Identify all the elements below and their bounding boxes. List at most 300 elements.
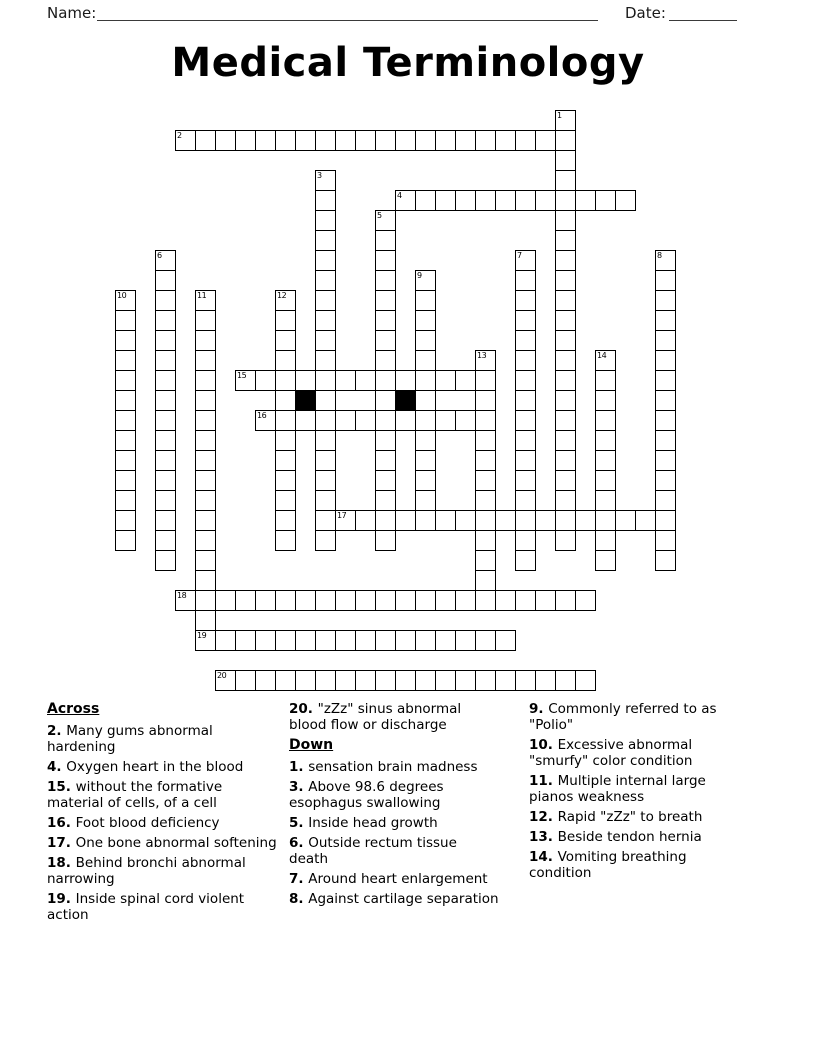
grid-cell[interactable] [555, 290, 576, 311]
grid-cell[interactable] [555, 670, 576, 691]
grid-cell[interactable] [495, 590, 516, 611]
grid-cell[interactable] [155, 250, 176, 271]
grid-cell[interactable] [595, 370, 616, 391]
grid-cell[interactable] [315, 510, 336, 531]
grid-cell[interactable] [535, 670, 556, 691]
grid-cell[interactable] [115, 310, 136, 331]
grid-cell[interactable] [315, 390, 336, 411]
grid-cell[interactable] [275, 130, 296, 151]
grid-cell[interactable] [195, 290, 216, 311]
grid-cell[interactable] [155, 310, 176, 331]
grid-cell[interactable] [515, 190, 536, 211]
grid-cell[interactable] [215, 630, 236, 651]
grid-cell[interactable] [555, 510, 576, 531]
grid-cell[interactable] [355, 590, 376, 611]
grid-cell[interactable] [515, 530, 536, 551]
grid-cell[interactable] [195, 410, 216, 431]
grid-cell[interactable] [475, 530, 496, 551]
grid-cell[interactable] [155, 470, 176, 491]
grid-cell[interactable] [375, 250, 396, 271]
grid-cell[interactable] [555, 330, 576, 351]
grid-cell[interactable] [655, 250, 676, 271]
grid-cell[interactable] [455, 670, 476, 691]
grid-cell[interactable] [195, 310, 216, 331]
grid-cell[interactable] [195, 450, 216, 471]
grid-cell[interactable] [475, 190, 496, 211]
grid-cell[interactable] [395, 630, 416, 651]
grid-cell[interactable] [155, 410, 176, 431]
grid-cell[interactable] [435, 630, 456, 651]
grid-cell[interactable] [595, 450, 616, 471]
grid-cell[interactable] [595, 470, 616, 491]
grid-cell[interactable] [355, 370, 376, 391]
grid-cell[interactable] [415, 390, 436, 411]
grid-cell[interactable] [395, 510, 416, 531]
grid-cell[interactable] [555, 530, 576, 551]
grid-cell[interactable] [315, 590, 336, 611]
grid-cell[interactable] [555, 410, 576, 431]
grid-cell[interactable] [475, 570, 496, 591]
grid-cell[interactable] [435, 510, 456, 531]
grid-cell[interactable] [335, 670, 356, 691]
grid-cell[interactable] [315, 170, 336, 191]
grid-cell[interactable] [195, 350, 216, 371]
grid-cell[interactable] [375, 670, 396, 691]
grid-cell[interactable] [355, 630, 376, 651]
grid-cell[interactable] [115, 430, 136, 451]
grid-cell[interactable] [375, 290, 396, 311]
grid-cell[interactable] [475, 490, 496, 511]
grid-cell[interactable] [595, 510, 616, 531]
grid-cell[interactable] [195, 430, 216, 451]
grid-cell[interactable] [515, 590, 536, 611]
grid-cell[interactable] [155, 510, 176, 531]
grid-cell[interactable] [415, 190, 436, 211]
grid-cell[interactable] [435, 590, 456, 611]
grid-cell[interactable] [415, 130, 436, 151]
grid-cell[interactable] [195, 610, 216, 631]
grid-cell[interactable] [475, 370, 496, 391]
grid-cell[interactable] [315, 470, 336, 491]
grid-cell[interactable] [375, 510, 396, 531]
grid-cell[interactable] [615, 510, 636, 531]
grid-cell[interactable] [195, 590, 216, 611]
grid-cell[interactable] [275, 490, 296, 511]
grid-cell[interactable] [195, 130, 216, 151]
grid-cell[interactable] [415, 430, 436, 451]
grid-cell[interactable] [235, 670, 256, 691]
grid-cell[interactable] [375, 430, 396, 451]
grid-cell[interactable] [315, 290, 336, 311]
grid-cell[interactable] [375, 210, 396, 231]
grid-cell[interactable] [215, 130, 236, 151]
grid-cell[interactable] [415, 670, 436, 691]
grid-cell[interactable] [495, 630, 516, 651]
grid-cell[interactable] [315, 530, 336, 551]
grid-cell[interactable] [415, 290, 436, 311]
grid-cell[interactable] [355, 130, 376, 151]
grid-cell[interactable] [195, 630, 216, 651]
grid-cell[interactable] [375, 350, 396, 371]
grid-cell[interactable] [235, 590, 256, 611]
grid-cell[interactable] [295, 410, 316, 431]
grid-cell[interactable] [535, 130, 556, 151]
grid-cell[interactable] [415, 590, 436, 611]
grid-cell[interactable] [655, 330, 676, 351]
grid-cell[interactable] [555, 270, 576, 291]
grid-cell[interactable] [655, 270, 676, 291]
grid-cell[interactable] [495, 670, 516, 691]
grid-cell[interactable] [235, 130, 256, 151]
grid-cell[interactable] [455, 370, 476, 391]
grid-cell[interactable] [515, 410, 536, 431]
grid-cell[interactable] [515, 390, 536, 411]
grid-cell[interactable] [595, 350, 616, 371]
grid-cell[interactable] [475, 450, 496, 471]
grid-cell[interactable] [115, 530, 136, 551]
grid-cell[interactable] [315, 370, 336, 391]
grid-cell[interactable] [195, 330, 216, 351]
grid-cell[interactable] [155, 390, 176, 411]
grid-cell[interactable] [595, 430, 616, 451]
grid-cell[interactable] [315, 310, 336, 331]
grid-cell[interactable] [375, 490, 396, 511]
grid-cell[interactable] [655, 390, 676, 411]
grid-cell[interactable] [215, 590, 236, 611]
grid-cell[interactable] [375, 230, 396, 251]
name-line[interactable] [97, 4, 598, 21]
grid-cell[interactable] [395, 410, 416, 431]
grid-cell[interactable] [315, 670, 336, 691]
grid-cell[interactable] [575, 590, 596, 611]
grid-cell[interactable] [395, 590, 416, 611]
grid-cell[interactable] [375, 630, 396, 651]
grid-cell[interactable] [255, 630, 276, 651]
grid-cell[interactable] [155, 290, 176, 311]
grid-cell[interactable] [415, 370, 436, 391]
grid-cell[interactable] [655, 310, 676, 331]
grid-cell[interactable] [315, 330, 336, 351]
grid-cell[interactable] [155, 350, 176, 371]
grid-cell[interactable] [615, 190, 636, 211]
grid-cell[interactable] [375, 450, 396, 471]
grid-cell[interactable] [635, 510, 656, 531]
grid-cell[interactable] [355, 410, 376, 431]
crossword-grid [115, 110, 677, 692]
grid-cell[interactable] [115, 370, 136, 391]
grid-cell[interactable] [515, 450, 536, 471]
grid-cell[interactable] [375, 590, 396, 611]
grid-cell[interactable] [315, 630, 336, 651]
grid-cell[interactable] [155, 270, 176, 291]
grid-cell[interactable] [455, 130, 476, 151]
grid-cell[interactable] [515, 490, 536, 511]
grid-cell[interactable] [115, 290, 136, 311]
grid-cell[interactable] [655, 290, 676, 311]
grid-cell[interactable] [375, 470, 396, 491]
grid-cell[interactable] [195, 470, 216, 491]
cell-number: 8 [657, 251, 662, 260]
grid-cell[interactable] [275, 350, 296, 371]
grid-cell[interactable] [115, 350, 136, 371]
grid-cell[interactable] [355, 510, 376, 531]
grid-cell[interactable] [655, 470, 676, 491]
grid-cell[interactable] [395, 130, 416, 151]
grid-cell[interactable] [555, 190, 576, 211]
grid-cell[interactable] [315, 410, 336, 431]
grid-cell[interactable] [155, 550, 176, 571]
grid-cell[interactable] [275, 370, 296, 391]
grid-cell[interactable] [515, 550, 536, 571]
grid-cell[interactable] [415, 630, 436, 651]
grid-cell[interactable] [315, 350, 336, 371]
grid-cell[interactable] [515, 330, 536, 351]
grid-cell[interactable] [295, 370, 316, 391]
grid-cell[interactable] [375, 130, 396, 151]
grid-cell[interactable] [315, 490, 336, 511]
grid-cell[interactable] [155, 330, 176, 351]
grid-cell[interactable] [655, 510, 676, 531]
grid-cell[interactable] [555, 230, 576, 251]
grid-cell[interactable] [195, 530, 216, 551]
grid-cell[interactable] [515, 250, 536, 271]
grid-cell[interactable] [475, 350, 496, 371]
grid-cell[interactable] [515, 470, 536, 491]
grid-cell[interactable] [295, 670, 316, 691]
grid-cell[interactable] [515, 670, 536, 691]
grid-cell[interactable] [275, 310, 296, 331]
grid-cell[interactable] [555, 450, 576, 471]
grid-cell[interactable] [655, 490, 676, 511]
grid-cell[interactable] [555, 130, 576, 151]
grid-cell[interactable] [515, 350, 536, 371]
grid-cell[interactable] [655, 450, 676, 471]
grid-cell[interactable] [295, 130, 316, 151]
grid-cell[interactable] [295, 630, 316, 651]
grid-cell[interactable] [115, 490, 136, 511]
grid-cell[interactable] [595, 530, 616, 551]
grid-cell[interactable] [275, 450, 296, 471]
grid-cell[interactable] [235, 370, 256, 391]
grid-cell[interactable] [455, 630, 476, 651]
grid-cell[interactable] [175, 130, 196, 151]
grid-cell[interactable] [595, 410, 616, 431]
grid-cell[interactable] [315, 250, 336, 271]
grid-cell[interactable] [435, 370, 456, 391]
grid-cell[interactable] [555, 110, 576, 131]
grid-cell[interactable] [435, 130, 456, 151]
grid-cell[interactable] [655, 350, 676, 371]
grid-cell[interactable] [315, 270, 336, 291]
grid-cell[interactable] [275, 590, 296, 611]
grid-cell[interactable] [495, 130, 516, 151]
grid-cell[interactable] [595, 390, 616, 411]
grid-cell[interactable] [195, 510, 216, 531]
grid-cell[interactable] [475, 470, 496, 491]
grid-cell[interactable] [335, 630, 356, 651]
grid-cell[interactable] [115, 390, 136, 411]
clue-item: 13. Beside tendon hernia [529, 829, 702, 845]
grid-cell[interactable] [155, 490, 176, 511]
grid-cell[interactable] [315, 130, 336, 151]
grid-cell[interactable] [655, 410, 676, 431]
grid-cell[interactable] [335, 370, 356, 391]
grid-cell[interactable] [555, 590, 576, 611]
grid-cell[interactable] [115, 450, 136, 471]
grid-cell[interactable] [315, 190, 336, 211]
grid-cell[interactable] [235, 630, 256, 651]
grid-cell[interactable] [415, 450, 436, 471]
grid-cell[interactable] [155, 450, 176, 471]
grid-cell[interactable] [655, 550, 676, 571]
grid-cell[interactable] [555, 470, 576, 491]
grid-cell[interactable] [195, 370, 216, 391]
grid-cell[interactable] [435, 670, 456, 691]
grid-cell[interactable] [475, 590, 496, 611]
grid-cell[interactable] [475, 510, 496, 531]
grid-cell[interactable] [455, 590, 476, 611]
grid-cell[interactable] [555, 370, 576, 391]
grid-cell[interactable] [555, 170, 576, 191]
grid-cell[interactable] [415, 330, 436, 351]
grid-cell[interactable] [335, 510, 356, 531]
date-line[interactable] [669, 4, 737, 21]
grid-cell[interactable] [475, 410, 496, 431]
grid-cell[interactable] [195, 390, 216, 411]
grid-cell[interactable] [255, 130, 276, 151]
grid-cell[interactable] [495, 190, 516, 211]
grid-cell[interactable] [415, 310, 436, 331]
grid-cell[interactable] [255, 370, 276, 391]
grid-cell[interactable] [395, 190, 416, 211]
grid-cell[interactable] [355, 670, 376, 691]
grid-cell[interactable] [315, 450, 336, 471]
grid-cell[interactable] [435, 190, 456, 211]
grid-cell[interactable] [455, 410, 476, 431]
grid-cell[interactable] [415, 470, 436, 491]
grid-cell[interactable] [515, 290, 536, 311]
grid-cell[interactable] [435, 410, 456, 431]
grid-cell[interactable] [315, 210, 336, 231]
grid-cell[interactable] [375, 390, 396, 411]
grid-cell[interactable] [195, 490, 216, 511]
grid-cell[interactable] [595, 190, 616, 211]
grid-cell[interactable] [595, 490, 616, 511]
grid-cell[interactable] [335, 130, 356, 151]
grid-cell[interactable] [375, 310, 396, 331]
grid-cell[interactable] [415, 410, 436, 431]
grid-cell[interactable] [115, 330, 136, 351]
grid-cell[interactable] [275, 410, 296, 431]
grid-cell[interactable] [115, 510, 136, 531]
grid-cell[interactable] [555, 490, 576, 511]
grid-cell[interactable] [575, 670, 596, 691]
grid-cell[interactable] [475, 630, 496, 651]
grid-cell[interactable] [455, 190, 476, 211]
grid-cell[interactable] [395, 670, 416, 691]
grid-cell[interactable] [275, 630, 296, 651]
grid-cell[interactable] [275, 290, 296, 311]
grid-cell[interactable] [555, 210, 576, 231]
grid-cell[interactable] [275, 670, 296, 691]
grid-cell[interactable] [195, 570, 216, 591]
grid-cell[interactable] [415, 270, 436, 291]
grid-cell[interactable] [375, 270, 396, 291]
grid-cell[interactable] [415, 350, 436, 371]
grid-cell[interactable] [275, 390, 296, 411]
grid-cell[interactable] [475, 550, 496, 571]
grid-cell[interactable] [195, 550, 216, 571]
grid-cell[interactable] [275, 430, 296, 451]
grid-cell[interactable] [475, 130, 496, 151]
grid-cell[interactable] [655, 370, 676, 391]
grid-cell[interactable] [255, 670, 276, 691]
grid-cell[interactable] [275, 470, 296, 491]
grid-cell[interactable] [295, 590, 316, 611]
grid-cell[interactable] [315, 430, 336, 451]
grid-cell[interactable] [515, 130, 536, 151]
grid-cell[interactable] [555, 350, 576, 371]
grid-cell[interactable] [555, 430, 576, 451]
grid-cell[interactable] [475, 390, 496, 411]
grid-cell[interactable] [595, 550, 616, 571]
grid-cell[interactable] [155, 430, 176, 451]
grid-cell[interactable] [575, 510, 596, 531]
grid-cell[interactable] [415, 490, 436, 511]
grid-cell[interactable] [215, 670, 236, 691]
grid-cell[interactable] [555, 390, 576, 411]
grid-cell[interactable] [515, 370, 536, 391]
grid-cell[interactable] [415, 510, 436, 531]
grid-cell[interactable] [275, 530, 296, 551]
grid-cell[interactable] [155, 370, 176, 391]
grid-cell[interactable] [475, 670, 496, 691]
grid-cell[interactable] [655, 530, 676, 551]
grid-cell[interactable] [655, 430, 676, 451]
grid-cell[interactable] [175, 590, 196, 611]
grid-cell[interactable] [375, 530, 396, 551]
grid-cell[interactable] [535, 590, 556, 611]
grid-cell[interactable] [115, 410, 136, 431]
grid-cell[interactable] [155, 530, 176, 551]
grid-cell[interactable] [455, 510, 476, 531]
grid-cell[interactable] [255, 410, 276, 431]
grid-cell[interactable] [335, 590, 356, 611]
grid-cell[interactable] [395, 370, 416, 391]
grid-cell[interactable] [375, 410, 396, 431]
grid-cell[interactable] [375, 370, 396, 391]
grid-cell[interactable] [515, 510, 536, 531]
grid-cell[interactable] [555, 150, 576, 171]
grid-cell[interactable] [115, 470, 136, 491]
grid-cell[interactable] [475, 430, 496, 451]
grid-cell[interactable] [375, 330, 396, 351]
grid-cell[interactable] [515, 310, 536, 331]
grid-cell[interactable] [555, 310, 576, 331]
grid-cell[interactable] [255, 590, 276, 611]
grid-cell[interactable] [555, 250, 576, 271]
grid-cell[interactable] [515, 270, 536, 291]
grid-cell[interactable] [575, 190, 596, 211]
grid-cell[interactable] [275, 510, 296, 531]
grid-cell[interactable] [515, 430, 536, 451]
grid-cell[interactable] [315, 230, 336, 251]
grid-cell[interactable] [535, 190, 556, 211]
grid-cell[interactable] [495, 510, 516, 531]
grid-cell[interactable] [335, 410, 356, 431]
grid-cell[interactable] [535, 510, 556, 531]
grid-cell[interactable] [275, 330, 296, 351]
